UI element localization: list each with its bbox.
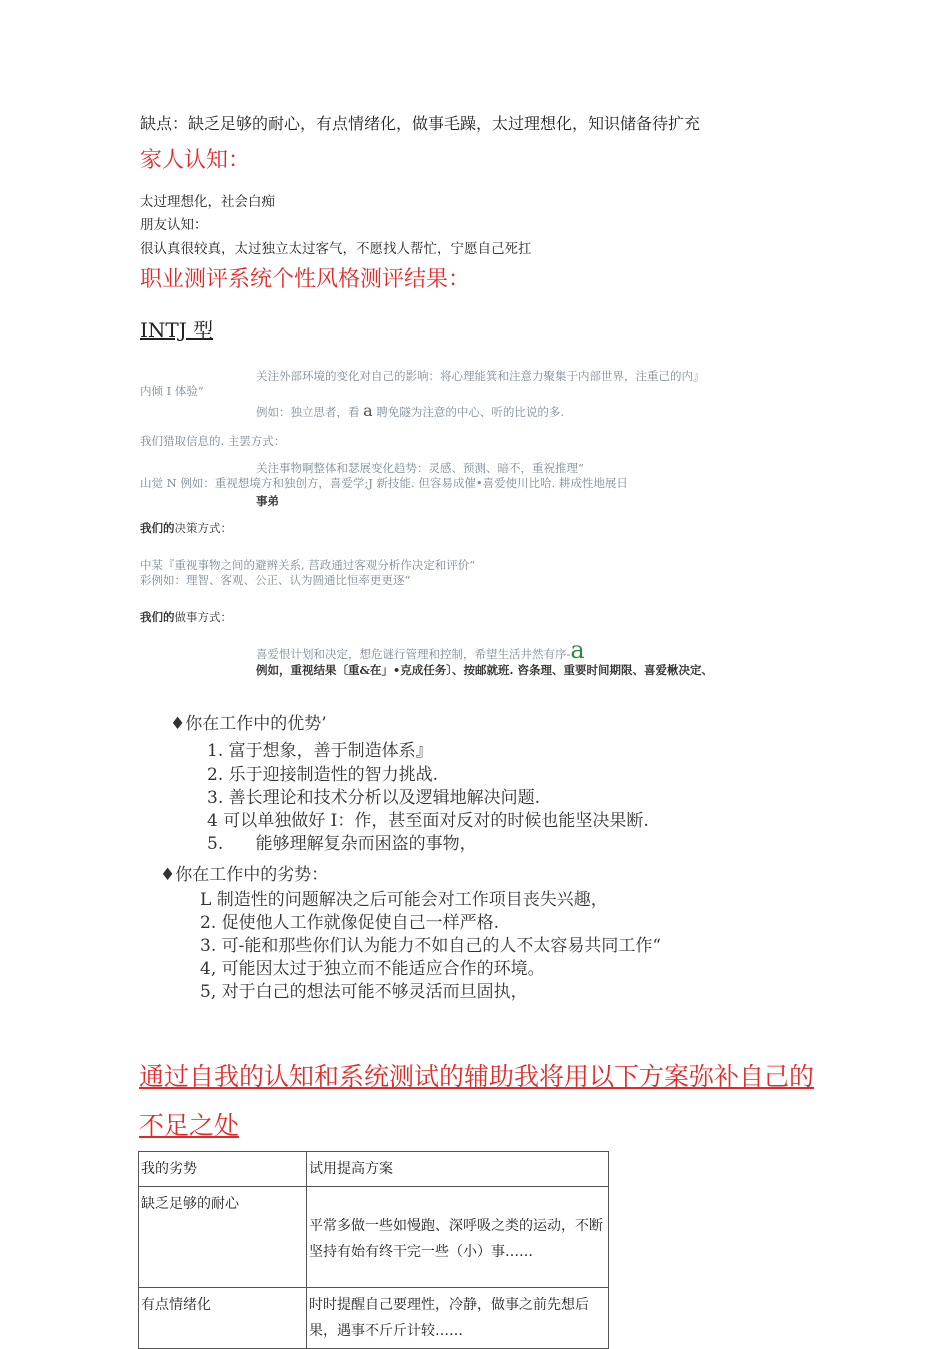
plan-cell: 平常多做一些如慢跑、深呼吸之类的运动，不断坚持有始有终干完一些（小）事…… [307, 1187, 609, 1288]
plan-heading-line-2: 不足之处 [139, 1111, 240, 1140]
strength-item: 5. 能够理解复杂而困盗的事物， [207, 834, 477, 854]
strength-item: 1. 富于想象，善于制造体系』 [207, 741, 433, 761]
weakness-cell: 缺乏足够的耐心 [139, 1187, 307, 1288]
plan-cell: 时时提醒自己要理性，冷静，做事之前先想后果，遇事不斤斤计较…… [307, 1288, 609, 1349]
weakness-item: 5, 对于白己的想法可能不够灵活而旦固执， [200, 982, 528, 1002]
weakness-summary: 缺点：缺乏足够的耐心，有点情绪化，做事毛躁，太过理想化，知识储备待扩充 [140, 114, 701, 133]
info-line-2: 山觉 N 例如：重视想境方和独创方，喜爱学;J 新技能. 但容易成催•喜爱使川比哈. 耕成性地展日 [140, 476, 628, 490]
strength-item: 4 可以单独做好 I：作，甚至面对反对的时候也能坚决果断. [207, 811, 649, 831]
column-header-plan: 试用提高方案 [307, 1152, 609, 1187]
family-heading: 家人认知： [140, 148, 251, 173]
info-heading: 我们猎取信息的. 主罢方式： [140, 434, 286, 448]
intro-line-1: 关注外部环境的变化对自己的影响：将心理能箕和注意力聚集于内部世界，注重己的内』 [256, 369, 705, 383]
plan-heading-line-1: 通过自我的认知和系统测试的辅助我将用以下方案弥补自己的 [139, 1062, 815, 1091]
friends-heading: 朋友认知： [140, 217, 208, 233]
weakness-item: 4, 可能因太过于独立而不能适应合作的环境。 [200, 959, 545, 979]
strengths-heading: ♦你在工作中的优势’ [170, 714, 327, 734]
glyph-a: a [363, 401, 373, 420]
family-text: 太过理想化，社会白痴 [140, 194, 275, 210]
doing-heading: 我们的做事方式： [140, 610, 232, 624]
weaknesses-heading: ♦你在工作中的劣势： [160, 865, 329, 885]
strength-item: 3. 善长理论和技术分析以及逻辑地解决问题. [207, 788, 541, 808]
intro-line-3: 例如：独立思者，看 a 聘免隧为注意的中心、听的比说的多. [256, 401, 565, 420]
table-row [139, 1288, 609, 1349]
glyph-a-green: a [570, 636, 585, 664]
info-line-1: 关注事物啊整体和瑟展变化趋势：灵感、预测、暗不，重祝推理“ [256, 461, 584, 475]
info-line-3: 事弟 [256, 494, 279, 508]
decision-line-1: 中某『重视事物之间的避辨关系, 莒政通过客观分析作决定和评价“ [140, 558, 476, 572]
doing-line-2: 例如，重视结果〔重&在」•克成任务〕、按邮就班. 咨条理、重要时间期限、喜爱楸决定、 [256, 663, 713, 677]
weakness-item: L 制造性的问题解决之后可能会对工作项目丧失兴趣， [200, 890, 608, 910]
improvement-plan-table [138, 1151, 609, 1349]
decision-heading: 我们的决策方式： [140, 521, 232, 535]
decision-line-2: 彩例如：理智、客观、公正、认为圆通比恒率更更逐“ [140, 573, 411, 587]
weakness-item: 3. 可-能和那些你们认为能力不如自己的人不太容易共同工作“ [200, 936, 662, 956]
personality-type: INTJ 型 [140, 318, 214, 342]
assessment-heading: 职业测评系统个性风格测评结果： [140, 267, 471, 292]
column-header-weakness: 我的劣势 [139, 1152, 307, 1187]
weakness-item: 2. 促使他人工作就像促使自己一样严格. [200, 913, 500, 933]
doing-line-1: 喜爱恨计划和决定，想危谜行管理和控制，希望生活井然有序-a [256, 636, 585, 664]
strength-item: 2. 乐于迎接制造性的智力挑战. [207, 765, 439, 785]
table-row [139, 1187, 609, 1288]
intro-line-2: 内倾 I 体验” [140, 384, 204, 398]
weakness-cell: 有点情绪化 [139, 1288, 307, 1349]
table-header-row [139, 1152, 609, 1187]
friends-text: 很认真很较真，太过独立太过客气，不愿找人帮忙，宁愿自己死扛 [140, 241, 532, 257]
